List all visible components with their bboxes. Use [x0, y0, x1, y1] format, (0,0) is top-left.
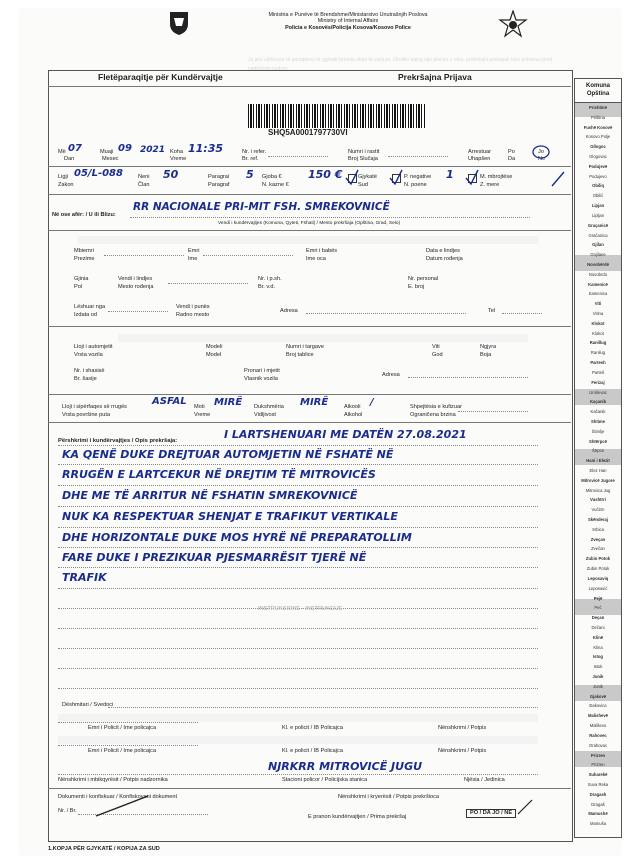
location-label: Në ose afër: / U ili Blizu:	[52, 212, 116, 218]
sidebar-municipality-item: Prizren	[590, 752, 606, 758]
sidebar-municipality-item: Rahovec	[589, 732, 607, 738]
sidebar-municipality-item: Kaçanik	[589, 399, 607, 405]
redacted-area-2	[118, 334, 528, 342]
police-badge-icon	[498, 10, 528, 40]
chassis-sublabel: Br. šasije	[74, 376, 97, 382]
gender-label: Gjinia	[74, 276, 89, 282]
visibility-value: MIRË	[300, 397, 329, 408]
ministry-header	[198, 12, 498, 31]
issued-by-sublabel: Izdata od	[74, 312, 98, 318]
sidebar-municipality-item: Suharekë	[588, 772, 608, 778]
road-surface-label: Lloji i sipërfaqes së rrugës	[62, 404, 127, 410]
owner-address-label: Adresa	[382, 372, 400, 378]
doc-number-label: Nr. / Br.	[58, 808, 77, 814]
sidebar-municipality-item: Zveçan	[590, 536, 606, 542]
license-number-label: Nr. i p.sh.	[258, 276, 282, 282]
month-label: Muaji	[100, 149, 114, 155]
sidebar-municipality-item: Parteš	[591, 369, 605, 375]
sidebar-municipality-item: Zvečan	[591, 546, 605, 552]
officer2-name-label: Emri i Policit / Ime policajca	[88, 748, 157, 754]
plate-sublabel: Broj tablice	[286, 352, 314, 358]
accepts-yes-no-box: PO / DA JO / NE	[466, 809, 516, 818]
alcohol-value: /	[370, 397, 374, 408]
description-line-3: RRUGËN E LARTCEKUR NË DREJTIM TË MITROVICËS	[62, 468, 376, 481]
sidebar-header-line-2: Opština	[586, 91, 610, 97]
sidebar-municipality-item: Junik	[593, 683, 603, 689]
gender-sublabel: Pol	[74, 284, 83, 290]
sidebar-municipality-item: Zubin Potok	[585, 556, 611, 562]
fine-sublabel: N. kazne €	[262, 182, 289, 188]
sidebar-municipality-item: Ranillug	[589, 340, 607, 346]
law-label: Ligji	[58, 174, 68, 180]
year-label: Viti	[432, 344, 440, 350]
sidebar-municipality-item: Đakovica	[589, 703, 607, 709]
sidebar-municipality-item: Klinë	[592, 634, 604, 640]
arrested-no-label: Jo	[538, 149, 544, 155]
sidebar-municipality-item: Leposaviq	[587, 575, 609, 581]
form-page	[18, 8, 622, 856]
instructions-heading: INSTRUKSIONE - INSTRUKCIJE	[258, 606, 343, 612]
license-number-sublabel: Br. v.d.	[258, 284, 275, 290]
phone-label: Tel	[488, 308, 496, 314]
sidebar-municipality-item: Pejë	[593, 595, 603, 601]
police-station-label: Stacioni policor / Policijska stanica	[282, 777, 368, 783]
sidebar-municipality-item: Mamushë	[588, 811, 608, 817]
witness-label: Dëshmitari / Svedoci	[62, 702, 114, 708]
birthplace-sublabel: Mesto rođenja	[118, 284, 154, 290]
color-sublabel: Boja	[480, 352, 492, 358]
description-line-5: NUK KA RESPEKTUAR SHENJAT E TRAFIKUT VERTIKALE	[62, 510, 398, 523]
sidebar-municipality-item: Partesh	[590, 360, 606, 366]
sidebar-municipality-item: Kačanik	[590, 409, 606, 415]
paragraph-label: Paragrai	[208, 174, 230, 180]
sidebar-municipality-item: Prizren	[591, 762, 605, 768]
sidebar-municipality-item: Orahovac	[588, 742, 608, 748]
case-number-label: Numri i rastit	[348, 149, 380, 155]
sidebar-municipality-item: Novobrdo	[588, 271, 608, 277]
no-check-mark	[478, 798, 538, 818]
year-value: 2021	[140, 145, 166, 155]
protective-measure-label: M. mbrojtëse	[480, 174, 513, 180]
weather-value: MIRË	[214, 397, 243, 408]
address-label: Adresa	[280, 308, 298, 314]
sidebar-municipality-item: Junik	[592, 674, 604, 680]
court-sublabel: Sud	[358, 182, 368, 188]
weather-label: Moti	[194, 404, 205, 410]
supervisor-signature-label: Nënshkrimi i mbikqyrësit / Potpis nadzornika	[58, 777, 168, 783]
sidebar-municipality-item: Vitina	[592, 311, 604, 317]
sidebar-municipality-item: Klokot	[592, 330, 604, 336]
sidebar-municipality-item: Zubin Potok	[586, 566, 610, 572]
sidebar-municipality-item: Hani i Elezit	[586, 458, 610, 464]
header-line-2: Ministry of Internal Affairs	[317, 18, 379, 25]
surname-label: Mbiemri	[74, 248, 94, 254]
surname-sublabel: Prezime	[74, 256, 95, 262]
year-sublabel: God	[432, 352, 443, 358]
description-line-8: TRAFIK	[62, 571, 107, 584]
sidebar-municipality-item: Shtërpcë	[589, 438, 607, 444]
weather-sublabel: Vreme	[194, 412, 211, 418]
description-line-7: FARE DUKE I PREZIKUAR PJESMARRËSIT TJERË NË	[62, 551, 367, 564]
visibility-label: Dukshmëria	[254, 404, 284, 410]
redacted-area-4	[58, 736, 538, 744]
date-label: Më	[58, 149, 66, 155]
officer2-signature-label: Nënshkrimi / Potpis	[438, 748, 487, 754]
sidebar-municipality-item: Skënderaj	[587, 517, 609, 523]
speed-limit-sublabel: Ograničena brzina	[410, 412, 456, 418]
sidebar-municipality-item: Obilić	[592, 193, 604, 199]
arrested-no-circle	[532, 145, 550, 159]
court-label: Gjykatë	[358, 174, 377, 180]
description-label: Përshkrimi i kundërvajtjes / Opis prekršaja:	[58, 438, 178, 444]
issued-by-label: Lëshuar nga	[74, 304, 106, 310]
officer1-id-label: Kl. e policit / IB Policajca	[282, 725, 343, 731]
workplace-label: Vendi i punës	[176, 304, 210, 310]
sidebar-municipality-item: Gnjilane	[590, 252, 606, 258]
alcohol-sublabel: Alkohol	[344, 412, 363, 418]
negative-points-label: P. negative	[404, 174, 432, 180]
day-value: 07	[68, 143, 82, 154]
sidebar-municipality-item: Malishevë	[587, 713, 609, 719]
paragraph-sublabel: Paragraf	[208, 182, 230, 188]
article-label: Neni	[138, 174, 150, 180]
time-value: 11:35	[188, 142, 224, 155]
plate-label: Numri i targave	[286, 344, 324, 350]
sidebar-municipality-item: Dragash	[589, 791, 607, 797]
description-line-4: DHE ME TË ARRITUR NË FSHATIN SMREKOVNICË	[62, 489, 358, 502]
sidebar-municipality-item: Ranilug	[590, 350, 606, 356]
redacted-area-3	[58, 714, 538, 722]
personal-number-sublabel: E. broj	[408, 284, 425, 290]
road-surface-value: ASFAL	[152, 396, 187, 407]
sidebar-municipality-item: Glogovac	[589, 154, 607, 160]
birthplace-label: Vendi i lindjes	[118, 276, 153, 282]
reference-label: Nr. i refer.	[242, 149, 267, 155]
sidebar-municipality-item: Gračanica	[588, 232, 608, 238]
arrested-yes-label: Po	[508, 149, 515, 155]
fathername-label: Emri i babës	[306, 248, 338, 254]
sidebar-municipality-item: Klokot	[591, 320, 605, 326]
sidebar-municipality-item: Gjilan	[592, 242, 604, 248]
sidebar-municipality-item: Srbica	[592, 526, 604, 532]
time-label: Koha	[170, 149, 184, 155]
sidebar-municipality-item: Lipjan	[591, 203, 605, 209]
sidebar-municipality-item: Dečani	[591, 624, 605, 630]
form-title-serbian: Prekršajna Prijava	[398, 72, 472, 82]
offender-signature-label: Nënshkrimi i kryerësit / Potpis prekršioca	[338, 794, 440, 800]
sidebar-municipality-item: Kamenicë	[588, 281, 608, 287]
fine-label: Gjoba €	[262, 174, 282, 180]
fathername-sublabel: Ime oca	[306, 256, 326, 262]
month-value: 09	[118, 143, 132, 154]
sidebar-header-line-1: Komuna	[586, 83, 610, 89]
header-line-3: Policia e Kosovës/Policija Kosova/Kosovo Police	[285, 24, 411, 31]
sidebar-municipality-item: Istok	[593, 664, 603, 670]
chassis-label: Nr. i shasisë	[74, 368, 105, 374]
sidebar-municipality-item: Vučitrn	[591, 507, 605, 513]
negative-points-sublabel: N. poene	[404, 182, 427, 188]
sidebar-municipality-item: Novobërdë	[587, 261, 609, 267]
unit-label: Njësia / Jedinica	[464, 777, 505, 783]
firstname-sublabel: Ime	[188, 256, 198, 262]
sidebar-municipality-item: Štimlje	[591, 428, 605, 434]
law-value: 05/L-088	[74, 168, 123, 179]
model-sublabel: Model	[206, 352, 222, 358]
officer1-name-label: Emri i Policit / Ime policajca	[88, 725, 157, 731]
sidebar-municipality-item: Štrpce	[591, 448, 605, 454]
redacted-area	[78, 236, 538, 244]
fine-value: 150 €	[308, 168, 343, 181]
station-value: NJRKRR MITROVICË JUGU	[268, 760, 423, 773]
sidebar-municipality-item: Mitrovica Jug	[585, 487, 611, 493]
sidebar-municipality-item: Uroševac	[589, 389, 607, 395]
sidebar-municipality-item: Fushë Kosovë	[583, 124, 613, 130]
owner-sublabel: Vlasnik vozila	[244, 376, 278, 382]
law-sublabel: Zakon	[58, 182, 74, 188]
barcode-number: SHQ5A0001797730VI	[268, 128, 348, 137]
vehicle-type-label: Lloji i automjetit	[74, 344, 113, 350]
accepts-offence-label: E pranon kundërvajtjen / Prima prekršaj	[308, 814, 407, 820]
color-label: Ngjyra	[480, 344, 497, 350]
officer1-signature-label: Nënshkrimi / Potpis	[438, 725, 487, 731]
paragraph-value: 5	[246, 168, 254, 181]
location-value: RR NACIONALE PRI-MIT FSH. SMREKOVNICË	[133, 201, 390, 213]
points-value: 1	[446, 168, 454, 181]
description-line-6: DHE HORIZONTALE DUKE MOS HYRË NË PREPARATOLLIM	[62, 531, 412, 544]
sidebar-municipality-item: Prishtinë	[589, 105, 607, 110]
sidebar-municipality-item: Kosovo Polje	[585, 134, 611, 140]
workplace-sublabel: Radno mesto	[176, 312, 210, 318]
municipality-sidebar	[574, 78, 622, 838]
copy-for-court-label: 1.KOPJA PËR GJYKATË / KOPIJA ZA SUD	[48, 846, 160, 852]
description-line-2: KA QENË DUKE DREJTUAR AUTOMJETIN NË FSHATË NË	[62, 448, 394, 461]
sidebar-municipality-item: Deçan	[591, 615, 605, 621]
sidebar-municipality-item: Mamuša	[589, 821, 607, 827]
sidebar-municipality-item: Kamenica	[588, 291, 608, 297]
birthdate-label: Data e lindjes	[426, 248, 460, 254]
reference-sublabel: Br. ref.	[242, 156, 259, 162]
sidebar-municipality-item: Gllogoc	[590, 144, 606, 150]
arrested-sublabel: Uhapšen	[468, 156, 491, 162]
sidebar-municipality-item: Podujevo	[589, 173, 607, 179]
sidebar-municipality-item: Lipljan	[591, 212, 605, 218]
check-marks	[342, 168, 572, 192]
description-line-1: I LARTSHENUARI ME DATËN 27.08.2021	[224, 428, 467, 441]
sidebar-header	[575, 79, 621, 103]
birthdate-sublabel: Datum rođenja	[426, 256, 463, 262]
sidebar-municipality-item: Klina	[593, 644, 603, 650]
arrested-label: Arrestuar	[468, 149, 492, 155]
officer2-id-label: Kl. e policit / IB Policajca	[282, 748, 343, 754]
time-sublabel: Vreme	[170, 156, 187, 162]
header-line-1: Ministria e Punëve të Brendshme/Ministarstvo Unutrašnjih Poslova	[268, 12, 428, 18]
article-sublabel: Član	[138, 182, 150, 188]
month-sublabel: Mesec	[102, 156, 119, 162]
sidebar-municipality-item: Shtime	[591, 418, 605, 424]
arrested-yes-sublabel: Da	[508, 156, 516, 162]
sidebar-municipality-item: Mitrovicë Jugore	[581, 477, 615, 483]
slash-mark	[92, 794, 152, 818]
road-surface-sublabel: Vrsta površine puta	[62, 412, 110, 418]
confiscated-doc-label: Dokumenti i konfiskuar / Konfiskovani dokument	[58, 794, 178, 800]
arrested-no-sublabel: Ne	[538, 156, 546, 162]
sidebar-municipality-item: Priština	[591, 114, 605, 120]
sidebar-municipality-item: Graçanicë	[587, 222, 609, 228]
protective-measure-sublabel: Z. mere	[480, 182, 500, 188]
background-instructions: Ju jeni udhëzuar të paraqiteni në gjykatë brenda afatit të caktuar. Ukoliko nalog nije plaćen u roku, prekršajni postupak biće pokrenut pred nadležnim sudom.	[248, 57, 553, 72]
visibility-sublabel: Vidljivost	[254, 412, 276, 418]
sidebar-municipality-item: Ferizaj	[591, 379, 605, 385]
form-title-albanian: Fletëparaqitje për Kundërvajtje	[98, 72, 223, 82]
alcohol-label: Alkooli	[344, 404, 361, 410]
article-value: 50	[163, 168, 179, 181]
model-label: Modeli	[206, 344, 223, 350]
sidebar-municipality-item: Peć	[594, 605, 602, 611]
sidebar-municipality-item: Viti	[594, 301, 602, 307]
location-sublabel: Vendi i kundërvajtjes (Komuna, Qyteti, Fshati) / Mesto prekršaja (Opština, Grad, Selo)	[218, 221, 401, 226]
sidebar-municipality-item: Gjakovë	[589, 693, 607, 699]
sidebar-municipality-item: Suva Reka	[587, 781, 609, 787]
sidebar-municipality-item: Mališevo	[589, 723, 607, 729]
sidebar-municipality-item: Istog	[592, 654, 603, 660]
speed-limit-label: Shpejtësia e kufizuar	[410, 404, 462, 410]
sidebar-municipality-item: Obiliq	[592, 183, 604, 189]
firstname-label: Emri	[188, 248, 200, 254]
day-label: Dan	[64, 156, 75, 162]
sidebar-municipality-item: Elez Han	[589, 468, 607, 473]
personal-number-label: Nr. personal	[408, 276, 439, 282]
barcode	[248, 104, 426, 128]
vehicle-type-sublabel: Vrsta vozila	[74, 352, 103, 358]
sidebar-municipality-item: Leposavić	[588, 585, 608, 591]
sidebar-municipality-item: Dragaš	[591, 801, 605, 807]
owner-label: Pronari i mjetit	[244, 368, 280, 374]
sidebar-municipality-item: Podujevë	[588, 163, 608, 169]
sidebar-municipality-item: Vushtrri	[590, 497, 606, 503]
case-number-sublabel: Broj Slučaja	[348, 156, 378, 162]
kosovo-emblem-icon	[168, 10, 190, 36]
